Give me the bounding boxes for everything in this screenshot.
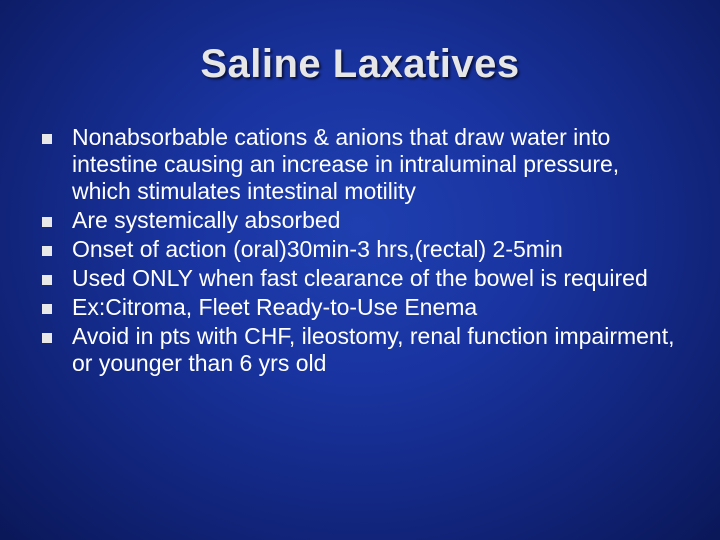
bullet-text: Nonabsorbable cations & anions that draw water into intestine causing an increase in intraluminal pressure, which stimulates intestinal motility (72, 124, 620, 204)
bullet-item (42, 265, 682, 292)
bullet-text: Avoid in pts with CHF, ileostomy, renal function impairment, or younger than 6 yrs old (72, 323, 675, 376)
square-bullet-icon (42, 246, 52, 256)
bullet-item (42, 294, 682, 321)
bullet-item (42, 124, 682, 205)
bullet-text: Onset of action (oral)30min-3 hrs,(rectal) 2-5min (72, 236, 563, 262)
bullet-text: Ex:Citroma, Fleet Ready-to-Use Enema (72, 294, 478, 320)
bullet-item (42, 207, 682, 234)
square-bullet-icon (42, 304, 52, 314)
bullet-list (42, 124, 682, 379)
square-bullet-icon (42, 134, 52, 144)
square-bullet-icon (42, 333, 52, 343)
slide-title: Saline Laxatives (200, 42, 520, 86)
bullet-text: Used ONLY when fast clearance of the bowel is required (72, 265, 648, 291)
bullet-item (42, 236, 682, 263)
bullet-item (42, 323, 682, 377)
square-bullet-icon (42, 217, 52, 227)
square-bullet-icon (42, 275, 52, 285)
bullet-text: Are systemically absorbed (72, 207, 341, 233)
